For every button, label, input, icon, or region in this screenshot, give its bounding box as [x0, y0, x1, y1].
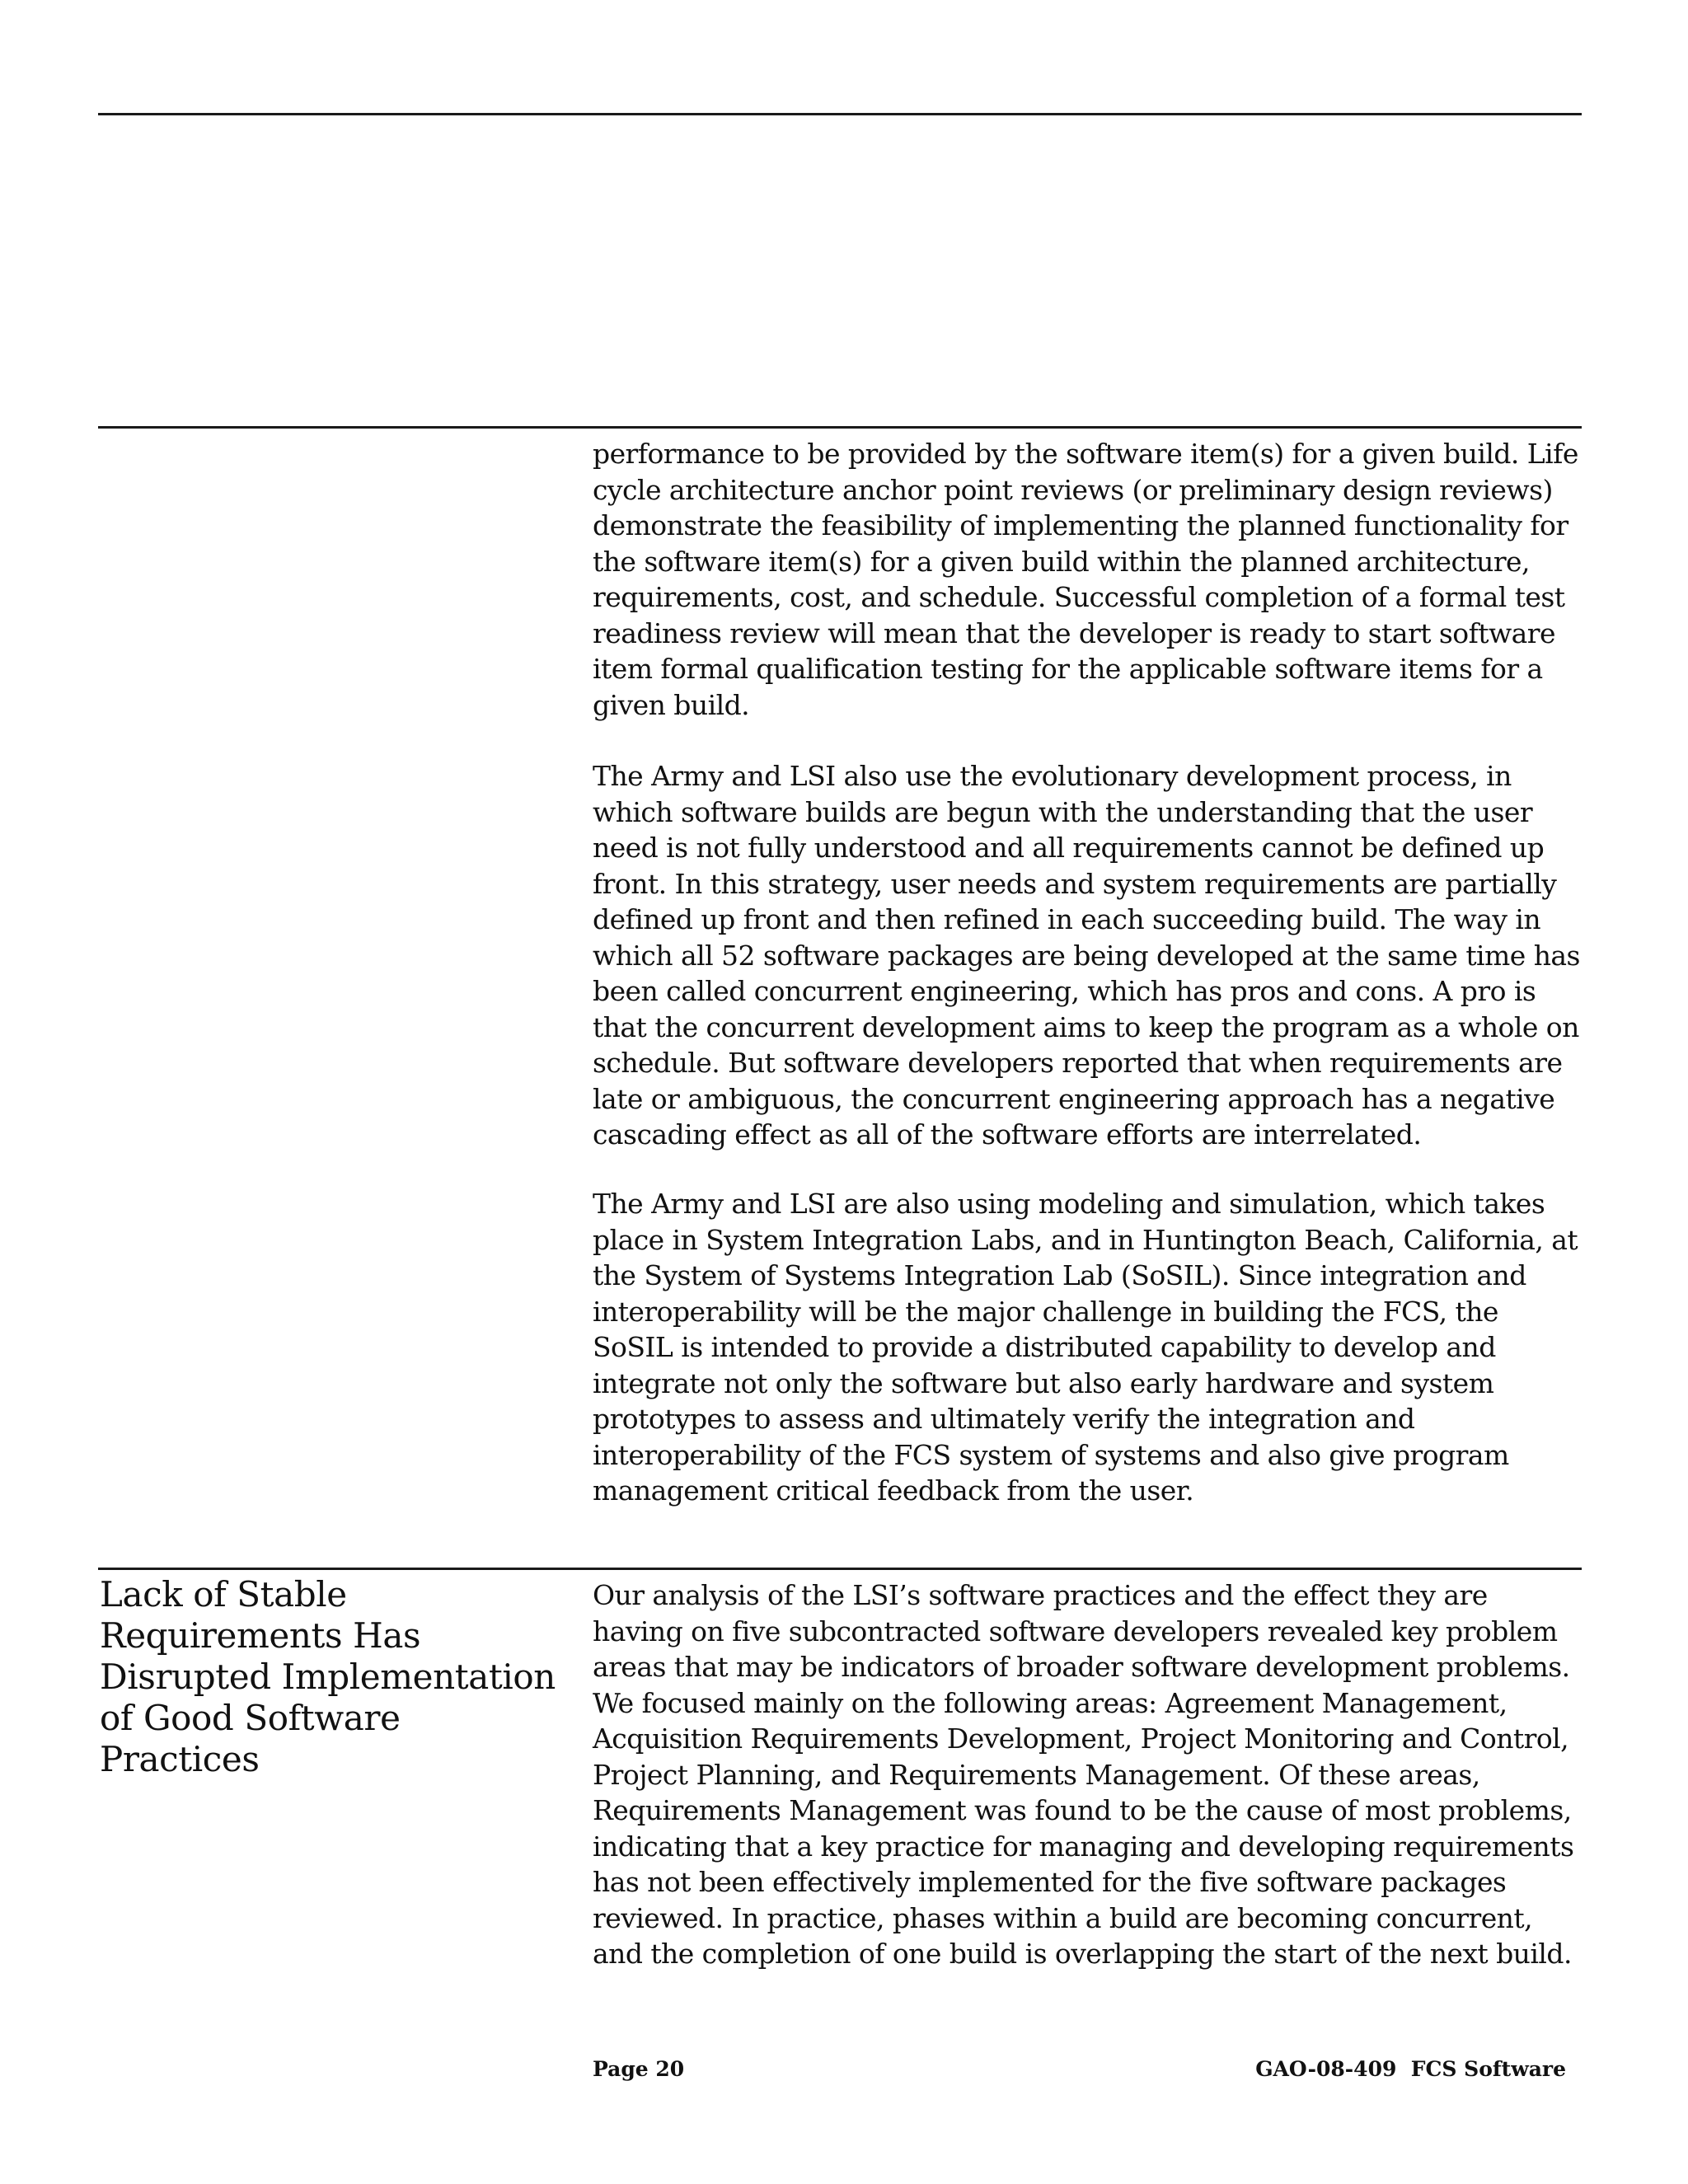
body-paragraph-2	[593, 758, 1582, 1153]
paragraph-text: performance to be provided by the software item(s) for a given build. Life cycle architecture anchor point reviews (or preliminary design reviews) demonstrate the feasibility of implementing the planned functionality for the software item(s) for a given build within the planned architecture, requirements, cost, and schedule. Successful completion of a formal test readiness review will mean that the developer is ready to start software item formal qualification testing for the applicable software items for a given build.	[593, 438, 1578, 721]
body-paragraph-3	[593, 1186, 1582, 1509]
top-rule	[98, 113, 1582, 115]
section-rule	[98, 1568, 1582, 1570]
page-number: Page 20	[593, 2057, 685, 2081]
report-id: GAO-08-409 FCS Software	[1255, 2057, 1566, 2081]
paragraph-text: The Army and LSI also use the evolutionary development process, in which software builds are begun with the understanding that the user need is not fully understood and all requirements cannot be defined up front. In this strategy, user needs and system requirements are partially defined up front and then refined in each succeeding build. The way in which all 52 software packages are being developed at the same time has been called concurrent engineering, which has pros and cons. A pro is that the concurrent development aims to keep the program as a whole on schedule. But software developers reported that when requirements are late or ambiguous, the concurrent engineering approach has a negative cascading effect as all of the software efforts are interrelated.	[593, 760, 1580, 1151]
paragraph-text: Our analysis of the LSI’s software practices and the effect they are having on five subcontracted software developers revealed key problem areas that may be indicators of broader software development problems. We focused mainly on the following areas: Agreement Management, Acquisition Requirements Development, Project Monitoring and Control, Project Planning, and Requirements Management. Of these areas, Requirements Management was found to be the cause of most problems, indicating that a key practice for managing and developing requirements has not been effectively implemented for the five software packages reviewed. In practice, phases within a build are becoming concurrent, and the completion of one build is overlapping the start of the next build.	[593, 1579, 1574, 1970]
section-heading: Lack of Stable Requirements Has Disrupted Implementation of Good Software Practices	[100, 1574, 556, 1779]
body-top-rule	[98, 426, 1582, 429]
paragraph-text: The Army and LSI are also using modeling and simulation, which takes place in System Integration Labs, and in Huntington Beach, California, at the System of Systems Integration Lab (SoSIL). Since integration and interoperability will be the major challenge in building the FCS, the SoSIL is intended to provide a distributed capability to develop and integrate not only the software but also early hardware and system prototypes to assess and ultimately verify the integration and interoperability of the FCS system of systems and also give program management critical feedback from the user.	[593, 1188, 1578, 1507]
body-paragraph-1	[593, 436, 1582, 723]
section-paragraph	[593, 1577, 1582, 1972]
